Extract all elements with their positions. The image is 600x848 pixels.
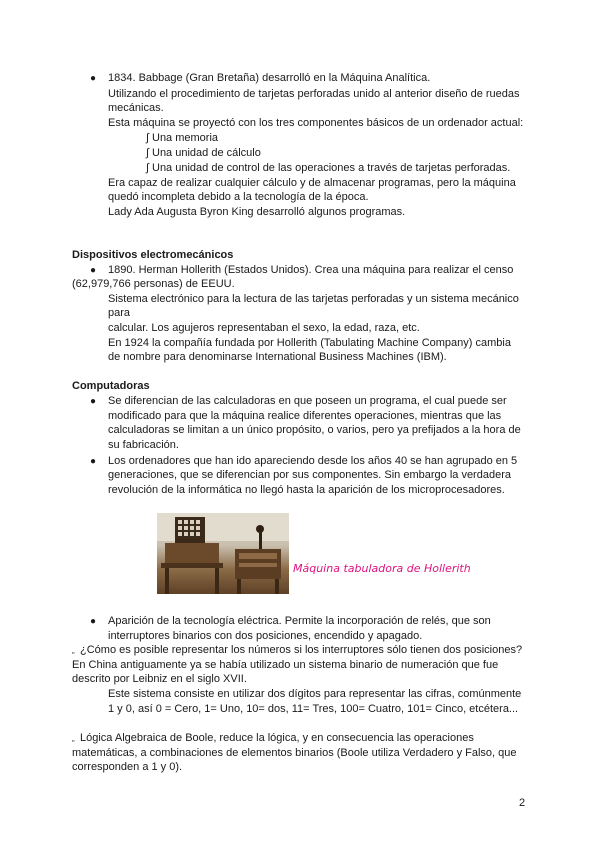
text-line: quedó incompleta debido a la tecnología de la época. bbox=[108, 191, 369, 203]
text-line: Aparición de la tecnología eléctrica. Permite la incorporación de relés, que son bbox=[108, 615, 491, 627]
small-marker: „ bbox=[72, 734, 75, 743]
text-line: modificado para que la máquina realice diferentes operaciones, mientras que las bbox=[108, 410, 502, 422]
text-line: descrito por Leibniz en el siglo XVII. bbox=[72, 673, 247, 685]
text-line: Lady Ada Augusta Byron King desarrolló algunos programas. bbox=[108, 206, 406, 218]
text-line: interruptores binarios con dos posiciones, encendido y apagado. bbox=[108, 630, 423, 642]
text-line: 1 y 0, así 0 = Cero, 1= Uno, 10= dos, 11= Tres, 100= Cuatro, 101= Cinco, etcétera... bbox=[108, 703, 519, 715]
text-line: Lógica Algebraica de Boole, reduce la lógica, y en consecuencia las operaciones bbox=[80, 732, 474, 744]
text-line: Una unidad de cálculo bbox=[152, 147, 261, 159]
bullet-dot: ● bbox=[90, 396, 97, 407]
text-line: 1834. Babbage (Gran Bretaña) desarrolló en la Máquina Analítica. bbox=[108, 72, 431, 84]
text-line: Era capaz de realizar cualquier cálculo y de almacenar programas, pero la máquina bbox=[108, 177, 516, 189]
text-line: para bbox=[108, 307, 131, 319]
photo-drawing bbox=[157, 513, 289, 594]
text-line: Utilizando el procedimiento de tarjetas perforadas unido al anterior diseño de ruedas bbox=[108, 88, 520, 100]
text-line: generaciones, que se diferencian por sus componentes. Sin embargo la verdadera bbox=[108, 469, 511, 481]
text-line: En 1924 la compañía fundada por Hollerith (Tabulating Machine Company) cambia bbox=[108, 337, 511, 349]
text-line: ¿Cómo es posible representar los números si los interruptores sólo tienen dos posiciones? bbox=[80, 644, 523, 656]
figure-caption: Máquina tabuladora de Hollerith bbox=[293, 562, 471, 575]
bullet-dot: ● bbox=[90, 265, 97, 276]
small-marker: „ bbox=[72, 646, 75, 655]
section-heading: Computadoras bbox=[72, 380, 150, 392]
text-line: de nombre para denominarse International Business Machines (IBM). bbox=[108, 351, 447, 363]
text-line: corresponden a 1 y 0). bbox=[72, 761, 183, 773]
bullet-dot: ● bbox=[90, 73, 97, 84]
text-line: mecánicas. bbox=[108, 102, 164, 114]
text-line: Este sistema consiste en utilizar dos dígitos para representar las cifras, comúnmente bbox=[108, 688, 522, 700]
text-line: En China antiguamente ya se había utilizado un sistema binario de numeración que fue bbox=[72, 659, 499, 671]
text-line: Sistema electrónico para la lectura de las tarjetas perforadas y un sistema mecánico bbox=[108, 293, 519, 305]
text-line: calculadoras se limitan a un único propósito, o varios, pero ya prefijados a la hora de bbox=[108, 424, 521, 436]
sub-marker: ∫ bbox=[146, 147, 150, 159]
text-line: Una memoria bbox=[152, 132, 219, 144]
bullet-dot: ● bbox=[90, 456, 97, 467]
text-line: revolución de la informática no llegó hasta la aparición de los microprocesadores. bbox=[108, 484, 505, 496]
text-line: 1890. Herman Hollerith (Estados Unidos). Crea una máquina para realizar el censo bbox=[108, 264, 514, 276]
text-line: (62,979,766 personas) de EEUU. bbox=[72, 278, 235, 290]
text-line: Una unidad de control de las operaciones a través de tarjetas perforadas. bbox=[152, 162, 511, 174]
text-line: Se diferencian de las calculadoras en que poseen un programa, el cual puede ser bbox=[108, 395, 507, 407]
text-line: Esta máquina se proyectó con los tres componentes básicos de un ordenador actual: bbox=[108, 117, 524, 129]
text-line: calcular. Los agujeros representaban el sexo, la edad, raza, etc. bbox=[108, 322, 420, 334]
hollerith-machine-photo bbox=[157, 513, 289, 594]
text-line: Los ordenadores que han ido apareciendo desde los años 40 se han agrupado en 5 bbox=[108, 455, 518, 467]
page-number: 2 bbox=[519, 797, 526, 809]
text-line: matemáticas, a combinaciones de elementos binarios (Boole utiliza Verdadero y Falso, que bbox=[72, 747, 517, 759]
text-line: su fabricación. bbox=[108, 439, 179, 451]
bullet-dot: ● bbox=[90, 616, 97, 627]
sub-marker: ∫ bbox=[146, 162, 150, 174]
section-heading: Dispositivos electromecánicos bbox=[72, 249, 234, 261]
sub-marker: ∫ bbox=[146, 132, 150, 144]
